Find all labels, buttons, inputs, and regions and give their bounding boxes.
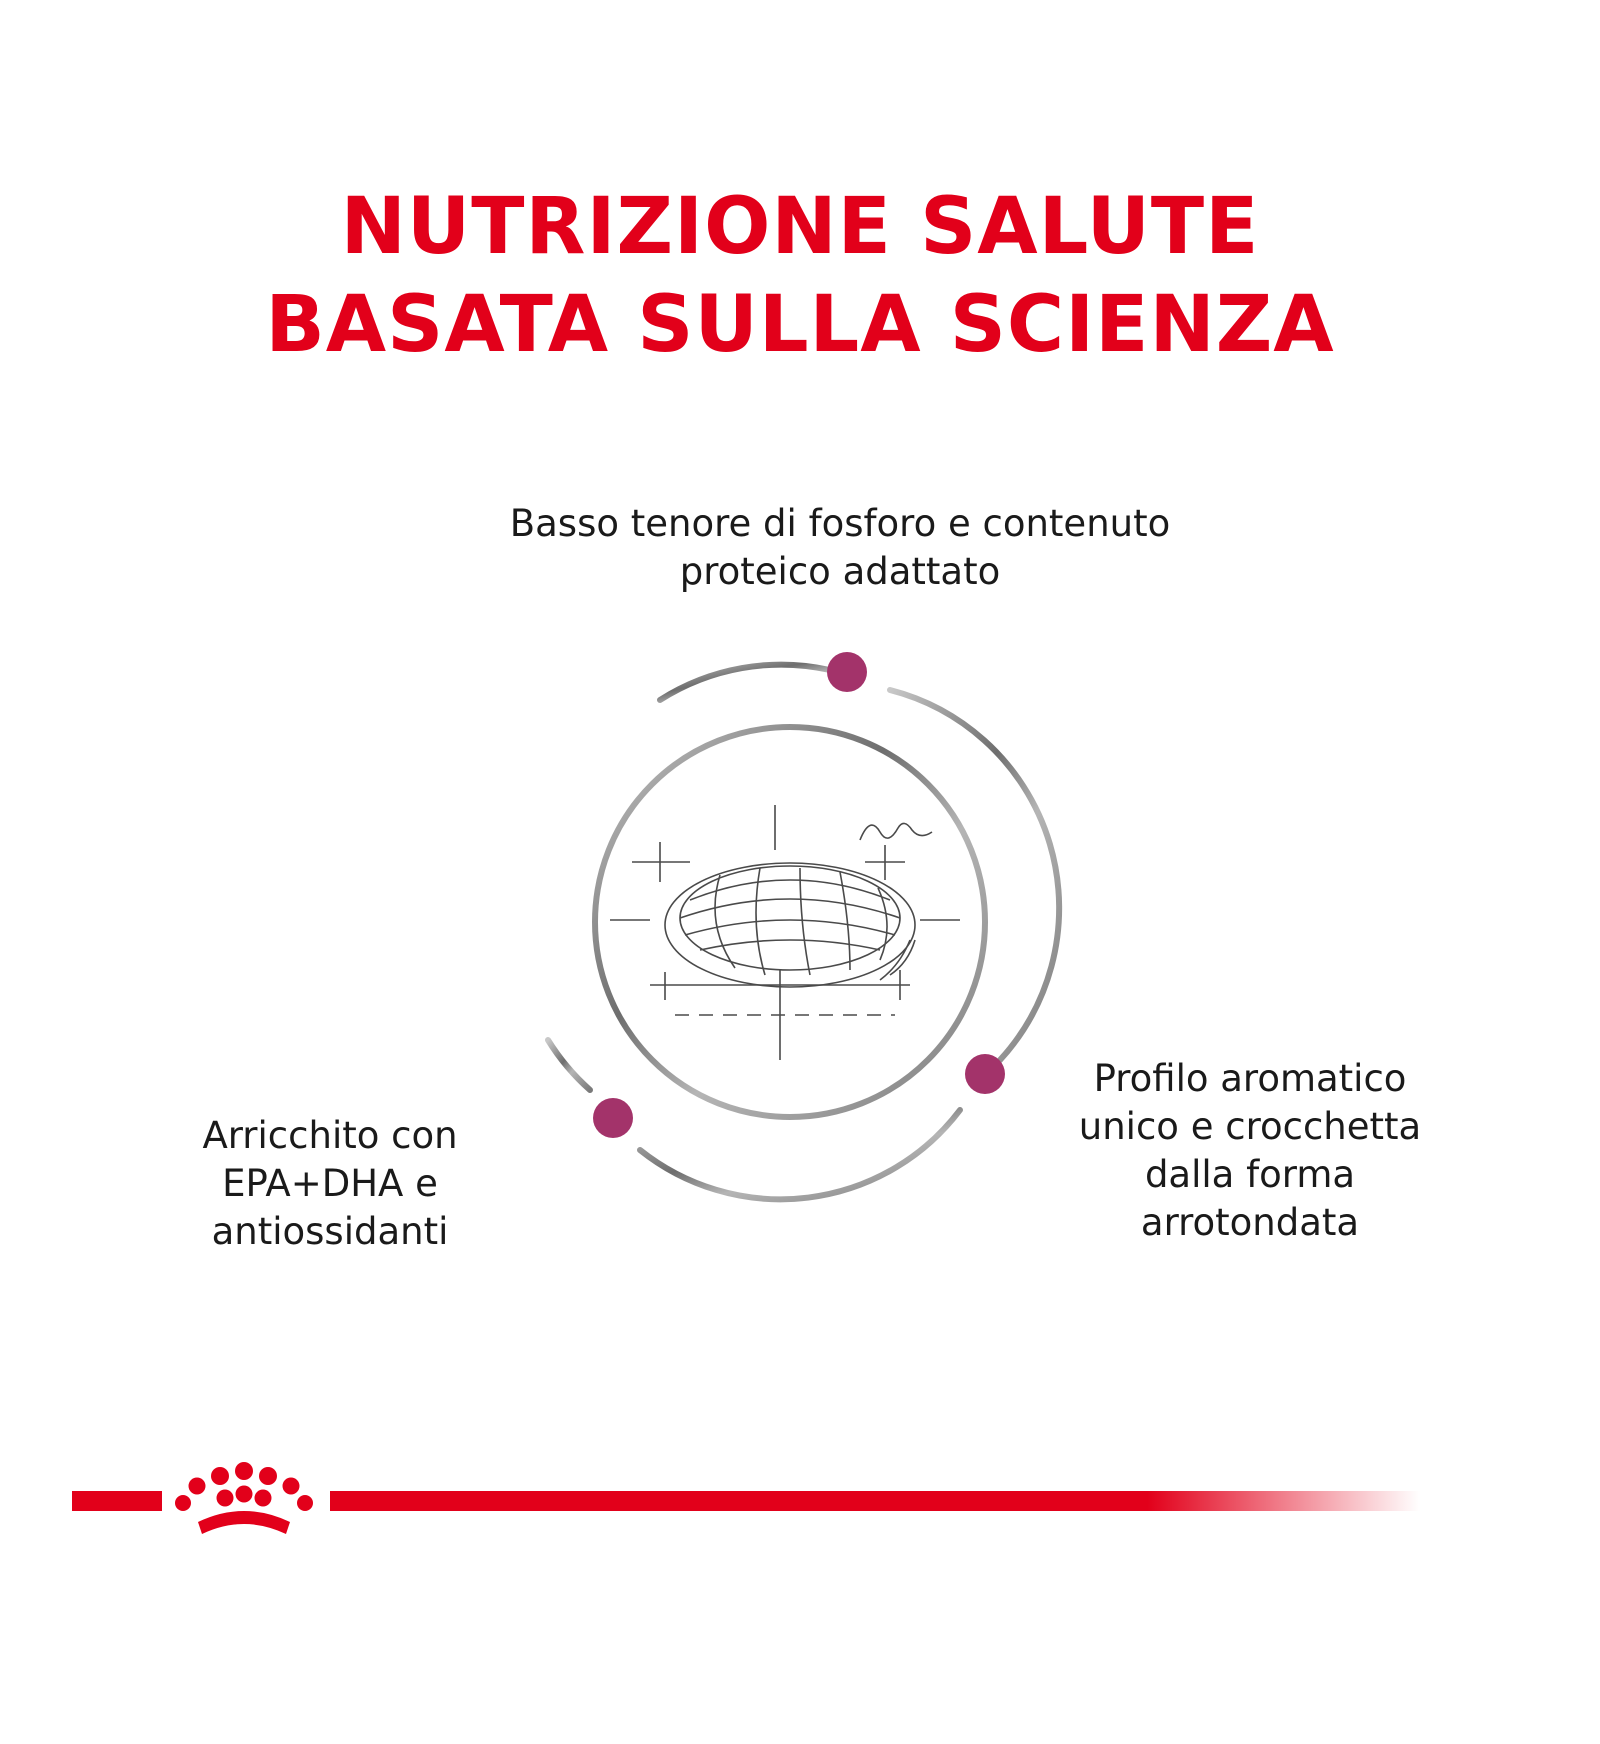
benefit-right-line-1: Profilo aromatico bbox=[1093, 1057, 1407, 1100]
benefit-diagram bbox=[500, 620, 1100, 1240]
benefit-marker-top bbox=[827, 652, 867, 692]
page-title bbox=[0, 178, 1600, 374]
inner-ring bbox=[595, 727, 985, 1117]
benefit-right-line-3: dalla forma bbox=[1144, 1153, 1356, 1196]
benefit-right-line-2: unico e crocchetta bbox=[1078, 1105, 1422, 1148]
brand-bar-left bbox=[72, 1491, 162, 1511]
brand-footer bbox=[0, 1460, 1600, 1560]
benefit-left-line-2: EPA+DHA e bbox=[222, 1162, 438, 1205]
benefit-marker-left bbox=[593, 1098, 633, 1138]
title-line-2: BASATA SULLA SCIENZA bbox=[265, 280, 1335, 370]
benefit-top-line-1: Basso tenore di fosforo e contenuto bbox=[509, 502, 1171, 545]
royal-canin-crown-logo bbox=[175, 1462, 313, 1534]
outer-ring-arc-left bbox=[548, 1040, 590, 1090]
benefit-top-text bbox=[450, 500, 1230, 596]
title-line-1: NUTRIZIONE SALUTE bbox=[340, 182, 1260, 272]
benefit-right-line-4: arrotondata bbox=[1140, 1201, 1360, 1244]
brand-bar-right bbox=[330, 1491, 1420, 1511]
benefit-left-text bbox=[150, 1112, 510, 1256]
benefit-left-line-1: Arricchito con bbox=[202, 1114, 458, 1157]
outer-ring-arc-bottom bbox=[640, 1110, 960, 1199]
outer-ring-arc-right bbox=[890, 690, 1059, 1060]
benefit-top-line-2: proteico adattato bbox=[679, 550, 1001, 593]
kibble-sketch-icon bbox=[610, 805, 960, 1060]
outer-ring-arc-top bbox=[660, 665, 830, 700]
benefit-right-text bbox=[1040, 1055, 1460, 1247]
benefit-marker-right bbox=[965, 1054, 1005, 1094]
benefit-left-line-3: antiossidanti bbox=[211, 1210, 449, 1253]
